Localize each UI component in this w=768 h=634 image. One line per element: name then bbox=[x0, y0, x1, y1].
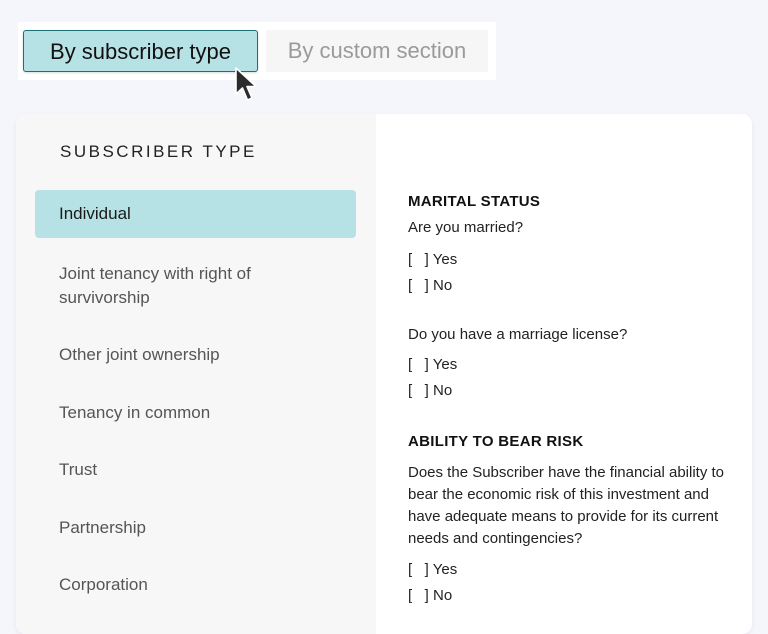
sidebar-item-other-joint-ownership[interactable]: Other joint ownership bbox=[59, 345, 220, 364]
sidebar-item-individual[interactable]: Individual bbox=[35, 190, 356, 238]
risk-yes-option[interactable]: [ ] Yes bbox=[408, 561, 458, 578]
subscriber-form-card bbox=[16, 114, 752, 634]
license-yes-option[interactable]: [ ] Yes bbox=[408, 356, 458, 373]
sidebar-item-corporation[interactable]: Corporation bbox=[59, 575, 148, 594]
subscriber-type-sidebar bbox=[16, 114, 376, 634]
marriage-license-question: Do you have a marriage license? bbox=[408, 326, 628, 343]
sidebar-item-trust[interactable]: Trust bbox=[59, 460, 98, 479]
married-yes-option[interactable]: [ ] Yes bbox=[408, 251, 458, 268]
risk-no-option[interactable]: [ ] No bbox=[408, 587, 453, 604]
sidebar-item-joint-tenancy[interactable]: Joint tenancy with right of survivorship bbox=[59, 264, 251, 307]
mouse-pointer-icon bbox=[234, 66, 260, 104]
ability-to-bear-risk-heading: ABILITY TO BEAR RISK bbox=[408, 433, 584, 450]
sidebar-title: SUBSCRIBER TYPE bbox=[60, 142, 257, 161]
married-question: Are you married? bbox=[408, 219, 524, 236]
sidebar-item-tenancy-in-common[interactable]: Tenancy in common bbox=[59, 403, 211, 422]
license-no-option[interactable]: [ ] No bbox=[408, 382, 453, 399]
bear-risk-question: Does the Subscriber have the financial ability to bear the economic risk of this investment and have adequate means to provide for its current needs and contingencies? bbox=[408, 464, 725, 547]
married-no-option[interactable]: [ ] No bbox=[408, 277, 453, 294]
marital-status-heading: MARITAL STATUS bbox=[408, 193, 541, 210]
tab-by-subscriber-type[interactable]: By subscriber type bbox=[23, 30, 258, 72]
tab-by-custom-section[interactable]: By custom section bbox=[266, 30, 488, 72]
sidebar-item-partnership[interactable]: Partnership bbox=[59, 518, 146, 537]
